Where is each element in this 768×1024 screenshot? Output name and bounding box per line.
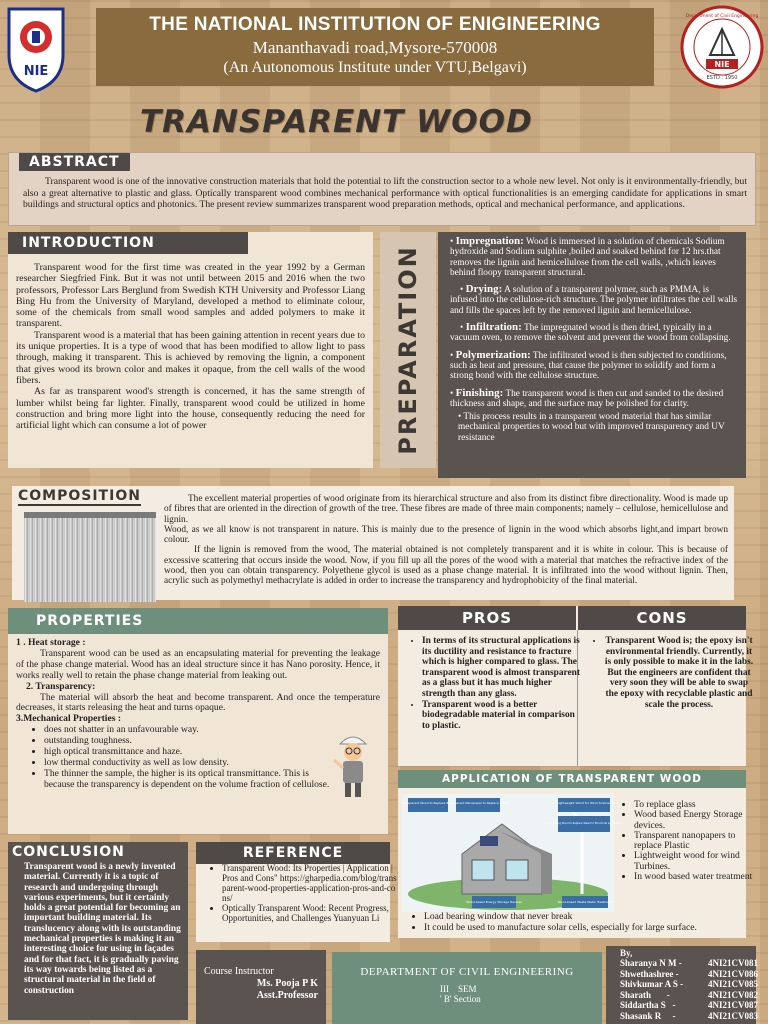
diagram-label-nanopaper: Transparent Nanopaper to Replace Plastic xyxy=(446,801,510,805)
list-item: • The thinner the sample, the higher is its optical transmittance. This is because the transparency is dependent on the volume fraction of cellulose. xyxy=(44,769,334,791)
civil-dept-seal-icon xyxy=(680,5,764,89)
list-item: • Lightweight wood for wind Turbines. xyxy=(634,851,758,872)
institution-address: Mananthavadi road,Mysore-570008 xyxy=(252,38,498,57)
prep-step-impregnation: • Impregnation: Wood is immersed in a solution of chemicals Sodium hydroxide and Sodium sulphite ,boiled and soaked behind for 12 hrs.that removes the lignin and hemicellulose from the cell walls, ,which leaves behind floopy transparent structural. xyxy=(450,235,725,278)
abstract-section xyxy=(8,152,756,226)
application-right-list xyxy=(620,800,758,882)
shield-logo-icon xyxy=(5,5,67,93)
students-box xyxy=(606,946,756,1024)
diagram-label-turbine: Lightweight Wood for Wind Turbines xyxy=(556,801,612,805)
house-diagram-icon xyxy=(401,794,624,912)
diagram-label-steel: Super-strong Wood to Replace Steel for Structural Applications xyxy=(544,822,624,825)
abstract-heading: ABSTRACT xyxy=(19,153,130,171)
prep-step-title: Polymerization: xyxy=(455,348,531,361)
prep-result-text: This process results in a transparent wood material that has similar mechanical properties to wood but with improved transparency and UV resistance xyxy=(458,412,725,443)
prep-step-title: Infiltration: xyxy=(465,321,522,334)
list-item: • high optical transmittance and haze. xyxy=(44,747,334,758)
section: ' B' Section xyxy=(440,994,481,1004)
application-bottom-list xyxy=(410,912,754,933)
prep-step-drying: • Drying: A solution of a transparent polymer, such as PMMA, is infused into the cellulose-rich structure. The polymer infiltrates the cell walls and fills the spaces left by the removed lignin and hemicellulose. xyxy=(450,283,738,316)
preparation-heading: PREPARATION xyxy=(394,245,422,455)
by-label: By, xyxy=(620,948,633,958)
prep-step-title: Drying: xyxy=(465,283,503,296)
composition-section xyxy=(12,486,734,600)
composition-para-2: Wood, as we all know is not transparent in nature. This is mainly due to the presence of lignin in the wood which absorbs light,and impart brown colour. xyxy=(164,524,728,546)
right-logo-text: NIE xyxy=(714,60,730,69)
right-logo-estd: ESTD : 1950 xyxy=(706,75,738,81)
diagram-label-glass: Transparent Wood to Replace Glass xyxy=(401,801,455,805)
student-row: Shivkumar A S - 4NI21CV085 xyxy=(620,979,758,989)
introduction-heading: INTRODUCTION xyxy=(8,232,248,254)
diagram-label-water: Wood-based Waste Water Treatment xyxy=(557,900,613,904)
heat-storage-title: 1 . Heat storage : xyxy=(16,637,86,648)
reference-heading: REFERENCE xyxy=(196,842,390,864)
prep-step-title: Finishing: xyxy=(455,386,504,399)
diagram-label-energy: Wood-based Energy Storage Devices xyxy=(466,900,522,904)
pros-cons-section xyxy=(398,606,754,766)
list-item: • To replace glass xyxy=(634,800,758,810)
preparation-label-panel xyxy=(380,232,436,468)
reference-section xyxy=(196,842,397,942)
introduction-para-1: Transparent wood for the first time was created in the year 1992 by a German researcher Siegfried Fink. But it was not until between 2015 and 2016 when the two professors, Professor Lars Berglund from Swedish KTH University and Professor Liang Bing Hu from the University of Maryland, developed a method to eliminate colour, some of the chemicals from small wood samples and added polymers to make it transparent. xyxy=(16,262,365,330)
wood-fibre-image xyxy=(24,512,156,602)
conclusion-section xyxy=(8,842,188,1020)
student-row: Sharath - 4NI21CV082 xyxy=(620,989,758,1000)
prep-step-text: A solution of a transparent polymer, such as PMMA, is infused into the cellulose-rich structure. The polymer infiltrates the cell walls and fills the spaces left by the removed lignin and hemicellulose. xyxy=(450,285,738,316)
list-item: • Transparent nanopapers to replace Plastic xyxy=(634,831,758,852)
department-name: DEPARTMENT OF CIVIL ENGINEERING xyxy=(360,966,574,978)
instructor-name: Ms. Pooja P K xyxy=(256,978,318,989)
conclusion-text: Transparent wood is a newly invented material. Currently it is a topic of research and undergoing through various experiments, but it certainly holds a great potential for becoming an important building material. Its translucency along with its outstanding mechanical properties is making it an interesting choice for using in façades and for that fact, it is gradually paving its way towards being listed as a structural material in the field of construction xyxy=(24,862,181,996)
list-item: • does not shatter in an unfavourable way. xyxy=(44,725,334,736)
transparency-title: 2. Transparency: xyxy=(26,680,96,692)
application-heading: APPLICATION OF TRANSPARENT WOOD xyxy=(398,770,746,788)
left-logo xyxy=(5,5,67,93)
student-row: Sharanya N M - 4NI21CV081 xyxy=(620,958,758,968)
student-row: Shasank R - 4NI21CV083 xyxy=(620,1010,758,1021)
list-item: • In wood based water treatment xyxy=(634,872,758,882)
student-row: Shwethashree - 4NI21CV086 xyxy=(620,968,758,979)
preparation-section xyxy=(438,232,746,478)
application-diagram xyxy=(401,794,624,912)
list-item: • Wood based Energy Storage devices. xyxy=(634,810,758,831)
list-item: • low thermal conductivity as well as low density. xyxy=(44,758,334,769)
prep-step-finishing: • Finishing: The transparent wood is then cut and sanded to the desired thickness and shape, and the surface may be polished for clarity. xyxy=(450,386,724,409)
list-item: • outstanding toughness. xyxy=(44,736,334,747)
introduction-para-2: Transparent wood is a material that has been gaining attention in recent years due to its unique properties. It is a type of wood that has been modified to allow light to pass through, making it transparent. This is achieved by removing the lignin, a component that gives wood its brown color and makes it opaque, from the cell walls of the wood fibers. xyxy=(16,329,365,386)
conclusion-heading: CONCLUSION xyxy=(12,844,125,860)
properties-heading: PROPERTIES xyxy=(8,608,388,634)
semester: III SEM xyxy=(440,984,477,994)
instructor-title: Asst.Professor xyxy=(256,990,318,1001)
instructor-label: Course Instructor xyxy=(204,966,274,977)
prep-step-text: Wood is immersed in a solution of chemicals Sodium hydroxide and Sodium sulphite ,boiled and soaked behind for 12 hrs.that removes the lignin and hemicellulose from the cell walls, ,which leaves behind floopy transparent structural. xyxy=(450,237,725,278)
list-item: • Load bearing window that never break xyxy=(424,912,754,923)
mechanical-title: 3.Mechanical Properties : xyxy=(16,713,122,725)
student-row: Siddartha S - 4NI21CV087 xyxy=(620,1000,758,1010)
mechanical-list xyxy=(16,725,334,790)
introduction-para-3: As far as transparent wood's strength is concerned, it has the same strength of lumber whilst being far lighter. Finally, transparent wood could be utilized in home construction and bring more light into the house, consequently reducing the need for artificial light which can consume a lot of power xyxy=(16,386,365,432)
reference-item: • Transparent Wood: Its Properties | Application | Pros and Cons" https://gharpedia.com/blog/transparent-wood-properties-application-pros-and-cons/ xyxy=(222,864,398,904)
list-item: • Transparent Wood is; the epoxy isn't environmental friendly. Currently, it is only possible to make it in the labs. But the engineers are confident that very soon they will be able to swap the epoxy with recyclable plastic and scale the process. xyxy=(604,636,754,710)
list-item: • Transparent wood is a better biodegradable material in comparison to plastic. xyxy=(422,700,582,732)
prep-step-text: The infiltrated wood is then subjected to conditions, such as heat and pressure, that cause the polymer to solidify and form a strong bond with the cellulose structure. xyxy=(450,350,727,382)
cons-heading: CONS xyxy=(578,606,746,630)
header-banner xyxy=(96,8,654,86)
pros-heading: PROS xyxy=(398,606,576,630)
properties-section xyxy=(8,608,388,834)
pros-list xyxy=(408,636,582,731)
prep-step-text: The transparent wood is then cut and sanded to the desired thickness and shape, and the surface may be polished for clarity. xyxy=(450,388,724,409)
institution-title: THE NATIONAL INSTITUTION OF ENIGINEERING xyxy=(149,14,601,35)
prep-result: • This process results in a transparent wood material that has similar mechanical properties to wood but with improved transparency and UV resistance xyxy=(458,412,725,443)
right-logo xyxy=(680,5,764,89)
left-logo-text: NIE xyxy=(23,64,49,79)
cons-list xyxy=(590,636,754,710)
prep-step-polymerization: • Polymerization: The infiltrated wood is then subjected to conditions, such as heat and pressure, that cause the polymer to solidify and form a strong bond with the cellulose structure. xyxy=(450,348,727,382)
abstract-text: Transparent wood is one of the innovative construction materials that hold the potential to lift the construction sector to a whole new level. Not only is it environmentally-friendly, but also a great alternative to plastic and glass. Optically transparent wood combines mechanical performance with optical functionalities is an emerging candidate for applications in smart buildings and structural optics and photonics. The present review summarizes transparent wood preparation methods, optical and mechanical performance, and applications. xyxy=(23,176,747,210)
application-section xyxy=(398,770,753,938)
engineer-cartoon-icon xyxy=(332,730,374,800)
poster-title: TRANSPARENT WOOD xyxy=(140,104,533,140)
department-box xyxy=(332,952,602,1024)
instructor-box xyxy=(196,950,326,1024)
introduction-section xyxy=(8,232,373,468)
institution-affiliation: (An Autonomous Institute under VTU,Belgavi) xyxy=(223,59,527,76)
reference-list xyxy=(208,864,398,923)
list-item: • In terms of its structural applications is its ductility and resistance to fracture which is higher compared to glass. The transparent wood is almost transparent as a glass but it has much higher strength than any glass. xyxy=(422,636,582,700)
prep-step-title: Impregnation: xyxy=(455,235,524,247)
composition-para-3: If the lignin is removed from the wood, The material obtained is not completely transparent and it is white in colour. This is because of excessive scattering that occurs inside the wood. Now, if you fill up all the pores of the wood with a material that matches the refractive index of the wood, then you can obtain transparency. Polyethene glycol is used as a phase change material. It is infiltrated into the wood without lignin. Then, acrylic such as polymethyl methacrylate is added in order to increase the transparency and hydrophobicity of the final material. xyxy=(164,545,728,587)
right-logo-ring: Department of Civil Engineering xyxy=(685,14,759,19)
list-item: • It could be used to manufacture solar cells, especially for large surface. xyxy=(424,923,754,934)
heat-storage-text: Transparent wood can be used as an encapsulating material for preventing the leakage of the phase change material. Wood has an ideal structure since it has Nano porosity. Hence, it works really well to retain the phase change material from leaking out. xyxy=(16,647,380,681)
prep-step-infiltration: • Infiltration: The impregnated wood is then dried, typically in a vacuum oven, to remove the solvent and prevent the wood from collapsing. xyxy=(450,321,731,344)
transparency-text: The material will absorb the heat and become transparent. And once the temperature decreases, it starts releasing the heat and turns opaque. xyxy=(16,691,380,714)
reference-item: • Optically Transparent Wood: Recent Progress, Opportunities, and Challenges Yuanyuan Li xyxy=(222,904,398,924)
composition-para-1: The excellent material properties of wood originate from its hierarchical structure and also from its distinct fibre directionality. Wood is made up of fibres that are oriented in the direction of growth of the tree. These fibres are made of three main components; namely – cellulose, hemicellulose and lignin. xyxy=(164,494,728,525)
composition-heading: COMPOSITION xyxy=(18,488,141,504)
prep-step-text: The impregnated wood is then dried, typically in a vacuum oven, to remove the solvent and prevent the wood from collapsing. xyxy=(450,323,731,344)
